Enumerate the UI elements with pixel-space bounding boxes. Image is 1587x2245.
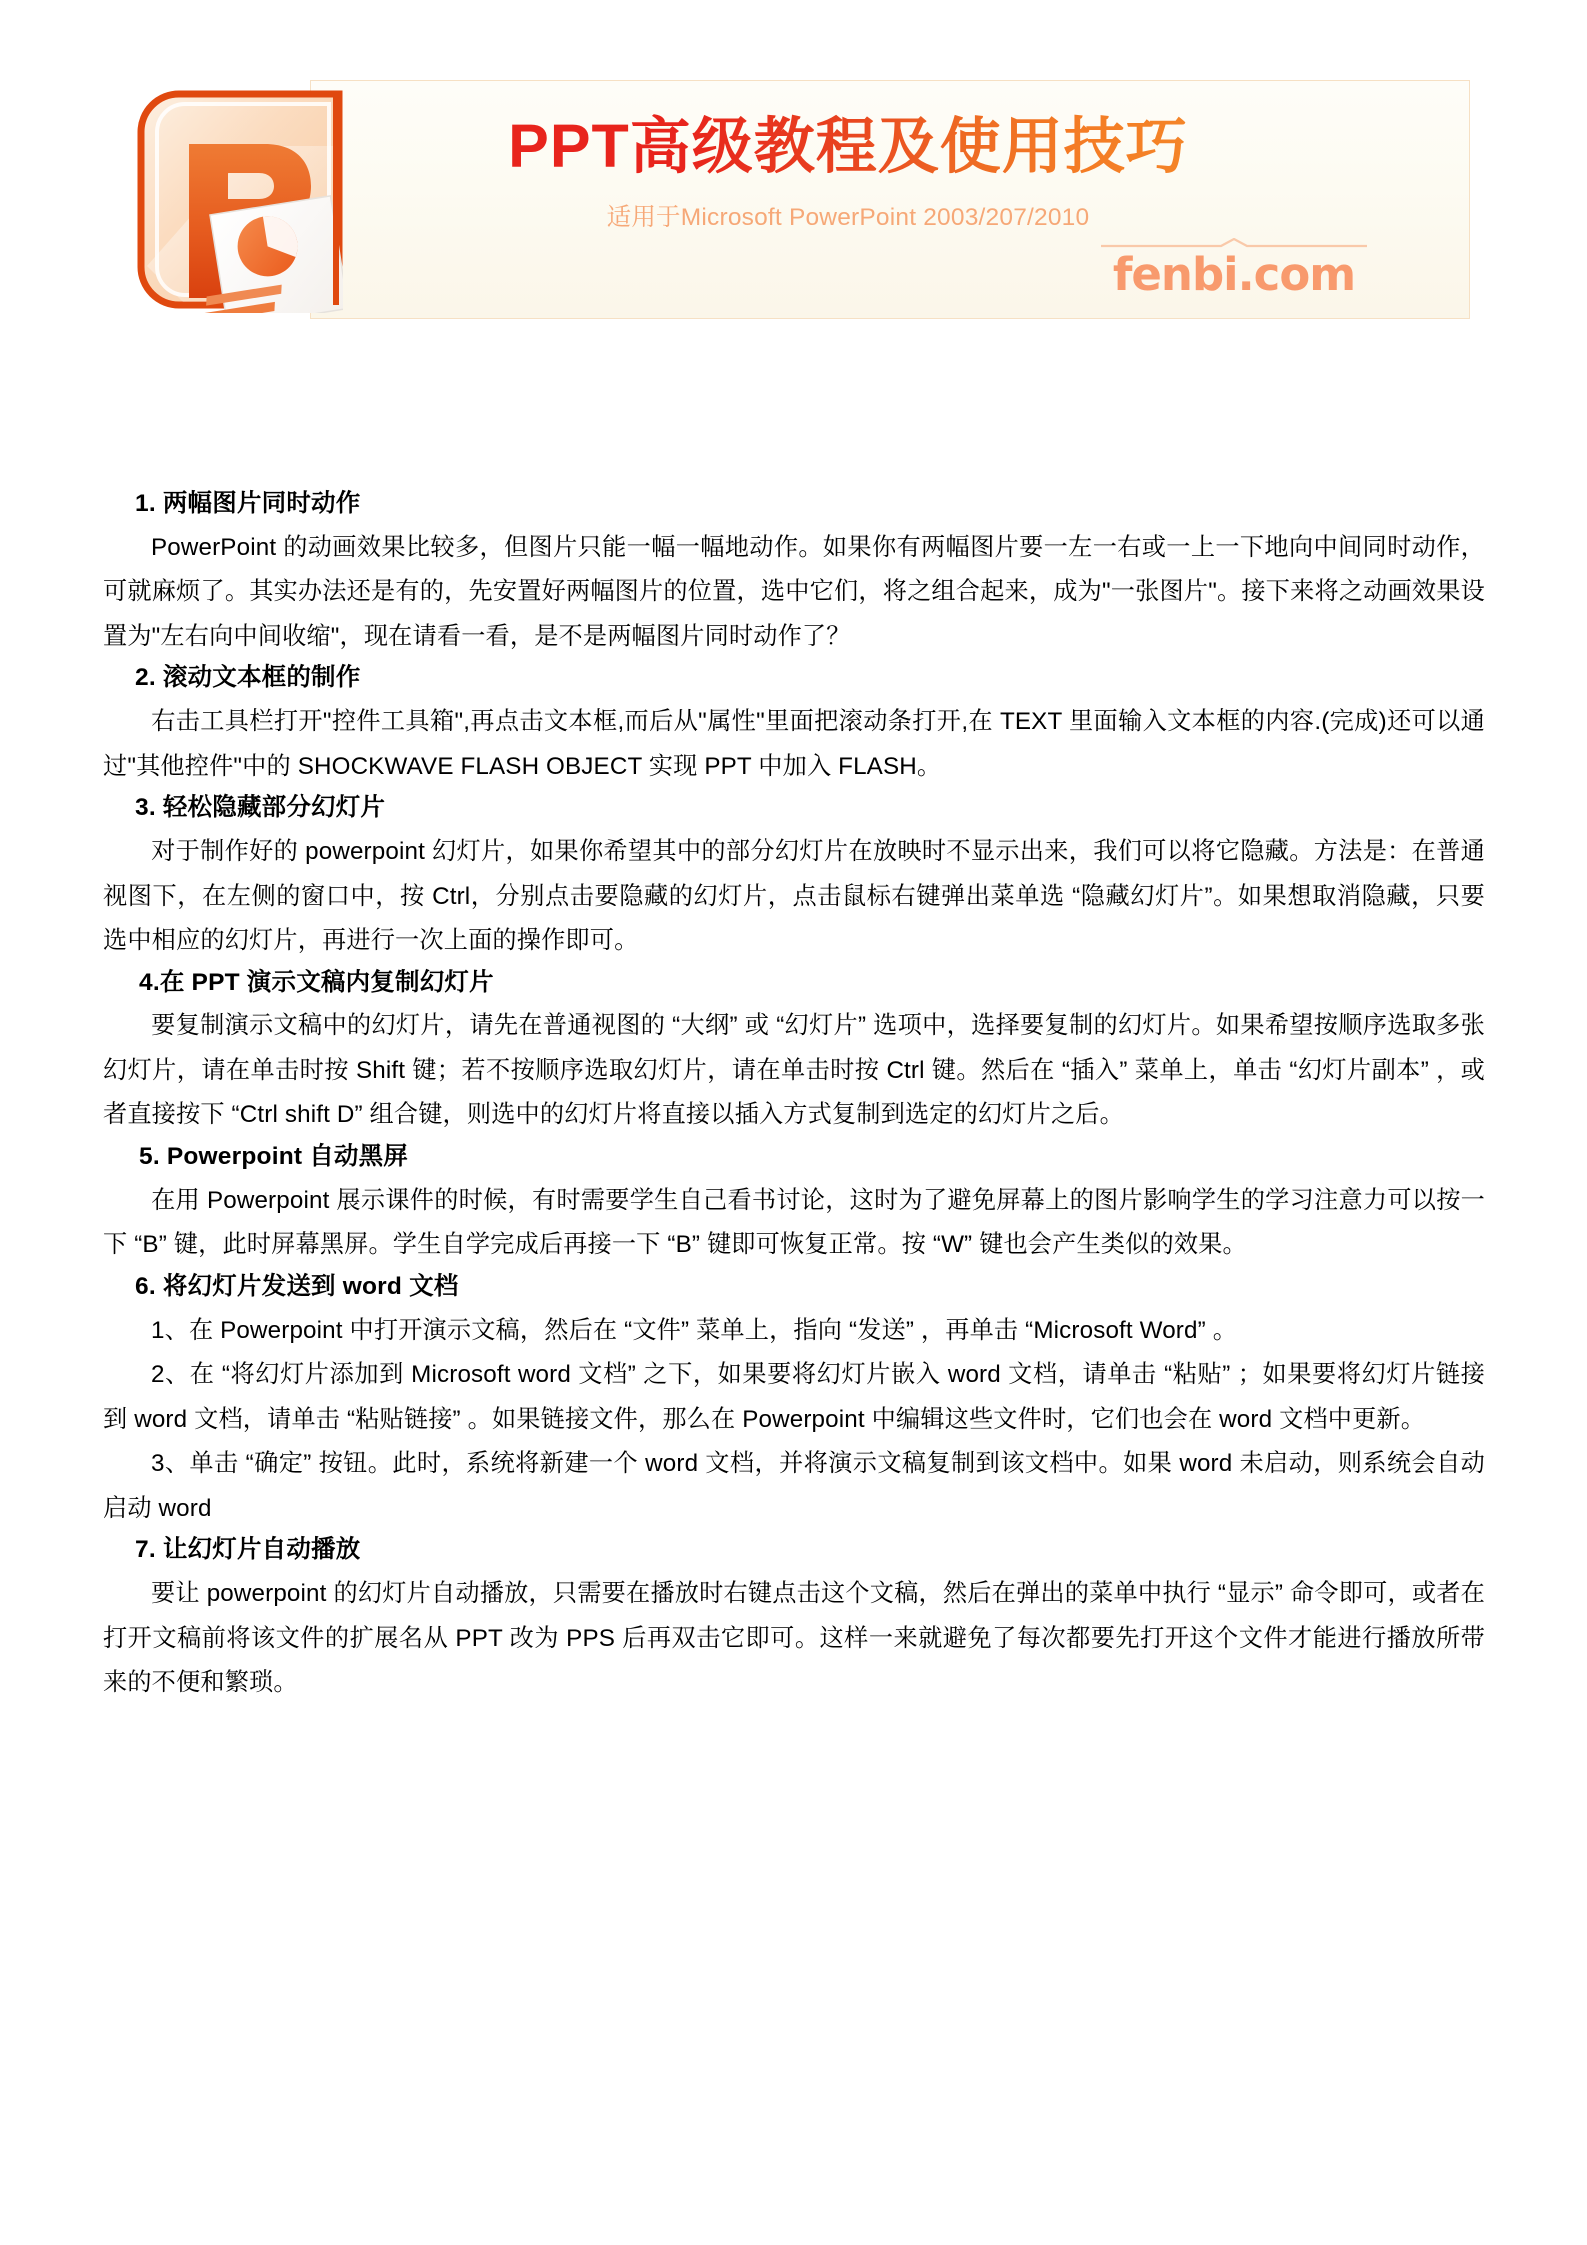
section-paragraph xyxy=(103,1572,1485,1706)
paragraph-text: 3、单击 “确定” 按钮。此时，系统将新建一个 word 文档，并将演示文稿复制到该文档中。如果 word 未启动，则系统会自动启动 word xyxy=(103,1450,1485,1522)
document-body xyxy=(103,487,1485,1706)
section-paragraph xyxy=(103,1353,1485,1442)
header-banner xyxy=(133,80,1470,319)
banner-subtitle: 适用于Microsoft PowerPoint 2003/207/2010 xyxy=(606,204,1090,231)
section-5 xyxy=(103,1140,1485,1268)
brand-divider-icon xyxy=(1101,238,1367,250)
section-paragraph xyxy=(103,1442,1485,1531)
brand-text: fenbi.com xyxy=(1112,248,1356,301)
brand-block xyxy=(1084,238,1384,301)
section-6 xyxy=(103,1270,1485,1531)
section-paragraph xyxy=(103,1179,1485,1268)
section-7 xyxy=(103,1533,1485,1705)
section-heading: 6. 将幻灯片发送到 word 文档 xyxy=(135,1272,459,1300)
section-paragraph xyxy=(103,526,1485,660)
paragraph-text: 右击工具栏打开"控件工具箱",再点击文本框,而后从"属性"里面把滚动条打开,在 TEXT 里面输入文本框的内容.(完成)还可以通过"其他控件"中的 SHOCKWAVE FLASH OBJECT 实现 PPT 中加入 FLASH。 xyxy=(103,708,1485,780)
section-4 xyxy=(103,966,1485,1138)
section-heading: 3. 轻松隐藏部分幻灯片 xyxy=(135,794,386,822)
section-3 xyxy=(103,791,1485,963)
paragraph-text: 在用 Powerpoint 展示课件的时候，有时需要学生自己看书讨论，这时为了避免屏幕上的图片影响学生的学习注意力可以按一下 “B” 键，此时屏幕黑屏。学生自学完成后再接一下 “B” 键即可恢复正常。按 “W” 键也会产生类似的效果。 xyxy=(103,1186,1485,1259)
section-1 xyxy=(103,487,1485,659)
section-paragraph xyxy=(103,830,1485,964)
section-paragraph xyxy=(103,700,1485,789)
banner-title: PPT高级教程及使用技巧 xyxy=(433,112,1263,180)
paragraph-text: 对于制作好的 powerpoint 幻灯片，如果你希望其中的部分幻灯片在放映时不显示出来，我们可以将它隐藏。方法是：在普通视图下，在左侧的窗口中，按 Ctrl，分别点击要隐藏的幻灯片，点击鼠标右键弹出菜单选 “隐藏幻灯片”。如果想取消隐藏，只要选中相应的幻灯片，再进行一次上面的操作即可。 xyxy=(103,838,1485,955)
section-heading: 5. Powerpoint 自动黑屏 xyxy=(139,1142,409,1170)
section-heading: 4.在 PPT 演示文稿内复制幻灯片 xyxy=(139,968,494,996)
section-paragraph xyxy=(103,1004,1485,1138)
paragraph-text: 2、在 “将幻灯片添加到 Microsoft word 文档” 之下，如果要将幻灯片嵌入 word 文档，请单击 “粘贴” ；如果要将幻灯片链接到 word 文档，请单击 “粘贴链接” 。如果链接文件，那么在 Powerpoint 中编辑这些文件时，它们也会在 word 文档中更新。 xyxy=(103,1361,1485,1433)
paragraph-text: 1、在 Powerpoint 中打开演示文稿，然后在 “文件” 菜单上，指向 “发送” ，再单击 “Microsoft Word” 。 xyxy=(151,1316,1238,1344)
powerpoint-logo-icon xyxy=(133,86,343,313)
paragraph-text: 要复制演示文稿中的幻灯片，请先在普通视图的 “大纲” 或 “幻灯片” 选项中，选择要复制的幻灯片。如果希望按顺序选取多张幻灯片，请在单击时按 Shift 键；若不按顺序选取幻灯片，请在单击时按 Ctrl 键。然后在 “插入” 菜单上，单击 “幻灯片副本” ，或者直接按下 “Ctrl shift D” 组合键，则选中的幻灯片将直接以插入方式复制到选定的幻灯片之后。 xyxy=(103,1012,1485,1129)
section-paragraph xyxy=(103,1309,1485,1354)
section-heading: 2. 滚动文本框的制作 xyxy=(135,664,361,692)
paragraph-text: 要让 powerpoint 的幻灯片自动播放，只需要在播放时右键点击这个文稿，然后在弹出的菜单中执行 “显示” 命令即可，或者在打开文稿前将该文件的扩展名从 PPT 改为 PPS 后再双击它即可。这样一来就避免了每次都要先打开这个文件才能进行播放所带来的不便和繁琐。 xyxy=(103,1580,1485,1697)
section-heading: 7. 让幻灯片自动播放 xyxy=(135,1536,361,1564)
section-heading: 1. 两幅图片同时动作 xyxy=(135,490,361,517)
paragraph-text: PowerPoint 的动画效果比较多，但图片只能一幅一幅地动作。如果你有两幅图片要一左一右或一上一下地向中间同时动作，可就麻烦了。其实办法还是有的，先安置好两幅图片的位置，选中它们，将之组合起来，成为"一张图片"。接下来将之动画效果设置为"左右向中间收缩"，现在请看一看，是不是两幅图片同时动作了？ xyxy=(103,533,1485,650)
section-2 xyxy=(103,661,1485,789)
